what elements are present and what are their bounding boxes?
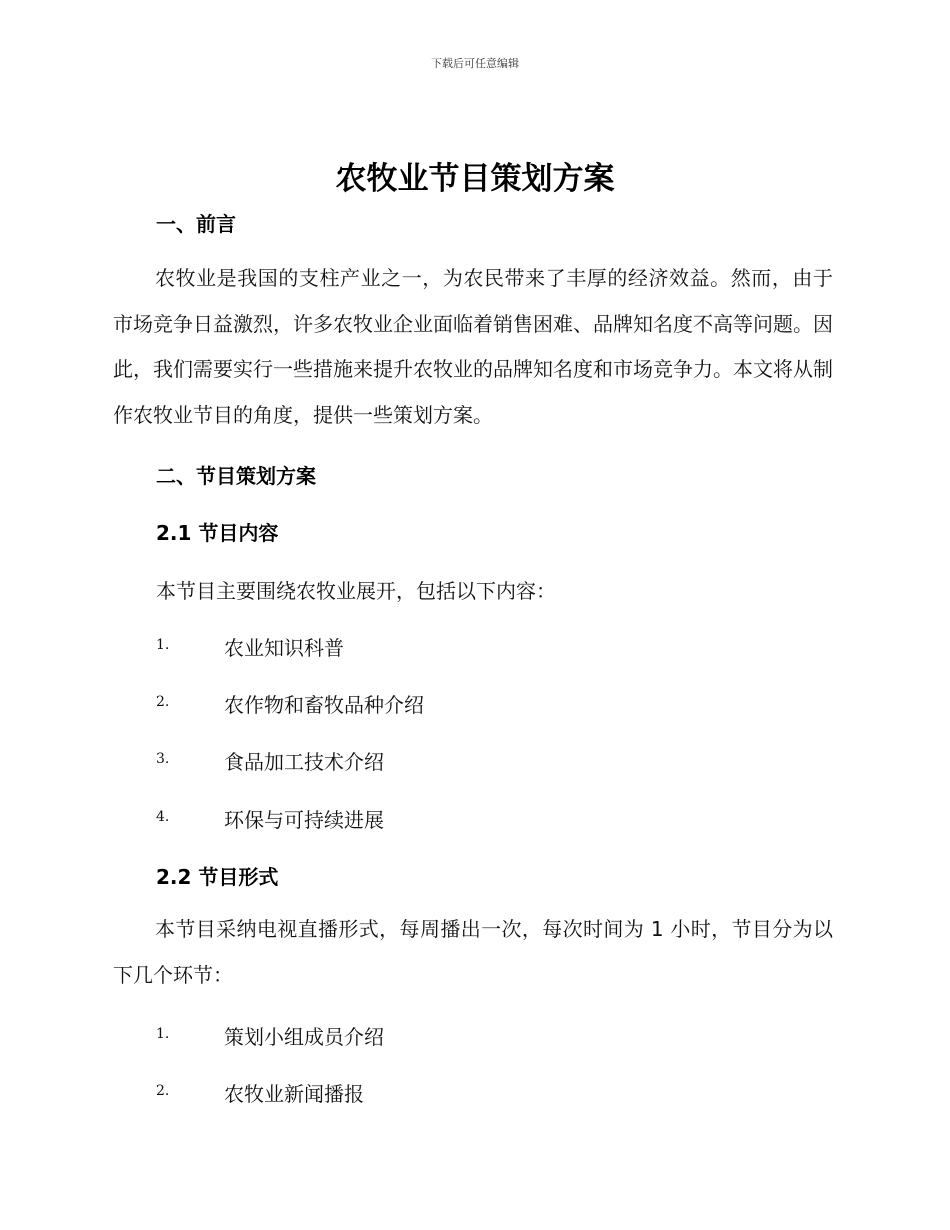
list-item-number: 4. <box>156 809 170 825</box>
list-item-text: 食品加工技术介绍 <box>224 750 384 774</box>
content-intro-text: 本节目主要围绕农牧业展开，包括以下内容： <box>156 579 556 603</box>
preface-paragraph: 农牧业是我国的支柱产业之一，为农民带来了丰厚的经济效益。然而，由于市场竞争日益激烈，许多农牧业企业面临着销售困难、品牌知名度不高等问题。因此，我们需要实行一些措施来提升农牧业的品牌知名度和市场竞争力。本文将从制作农牧业节目的角度，提供一些策划方案。 <box>113 266 833 427</box>
section-heading-plan: 二、节目策划方案 <box>156 464 316 488</box>
list-item-number: 2. <box>156 694 170 710</box>
subsection-heading-content: 2.1 节目内容 <box>156 521 279 545</box>
list-item-text: 农业知识科普 <box>224 636 344 660</box>
list-item-text: 农作物和畜牧品种介绍 <box>224 693 424 717</box>
section-heading-preface: 一、前言 <box>156 212 236 236</box>
list-item-number: 2. <box>156 1083 170 1099</box>
list-item-text: 农牧业新闻播报 <box>224 1082 364 1106</box>
page-header-note: 下载后可任意编辑 <box>431 57 519 70</box>
list-item-number: 1. <box>156 1026 170 1042</box>
subsection-heading-format: 2.2 节目形式 <box>156 865 279 889</box>
list-item-text: 策划小组成员介绍 <box>224 1025 384 1049</box>
document-title: 农牧业节目策划方案 <box>335 161 615 197</box>
list-item-text: 环保与可持续进展 <box>224 808 384 832</box>
list-item-number: 3. <box>156 751 170 767</box>
format-paragraph: 本节目采纳电视直播形式，每周播出一次，每次时间为 1 小时，节目分为以下几个环节： <box>113 917 833 987</box>
list-item-number: 1. <box>156 637 170 653</box>
